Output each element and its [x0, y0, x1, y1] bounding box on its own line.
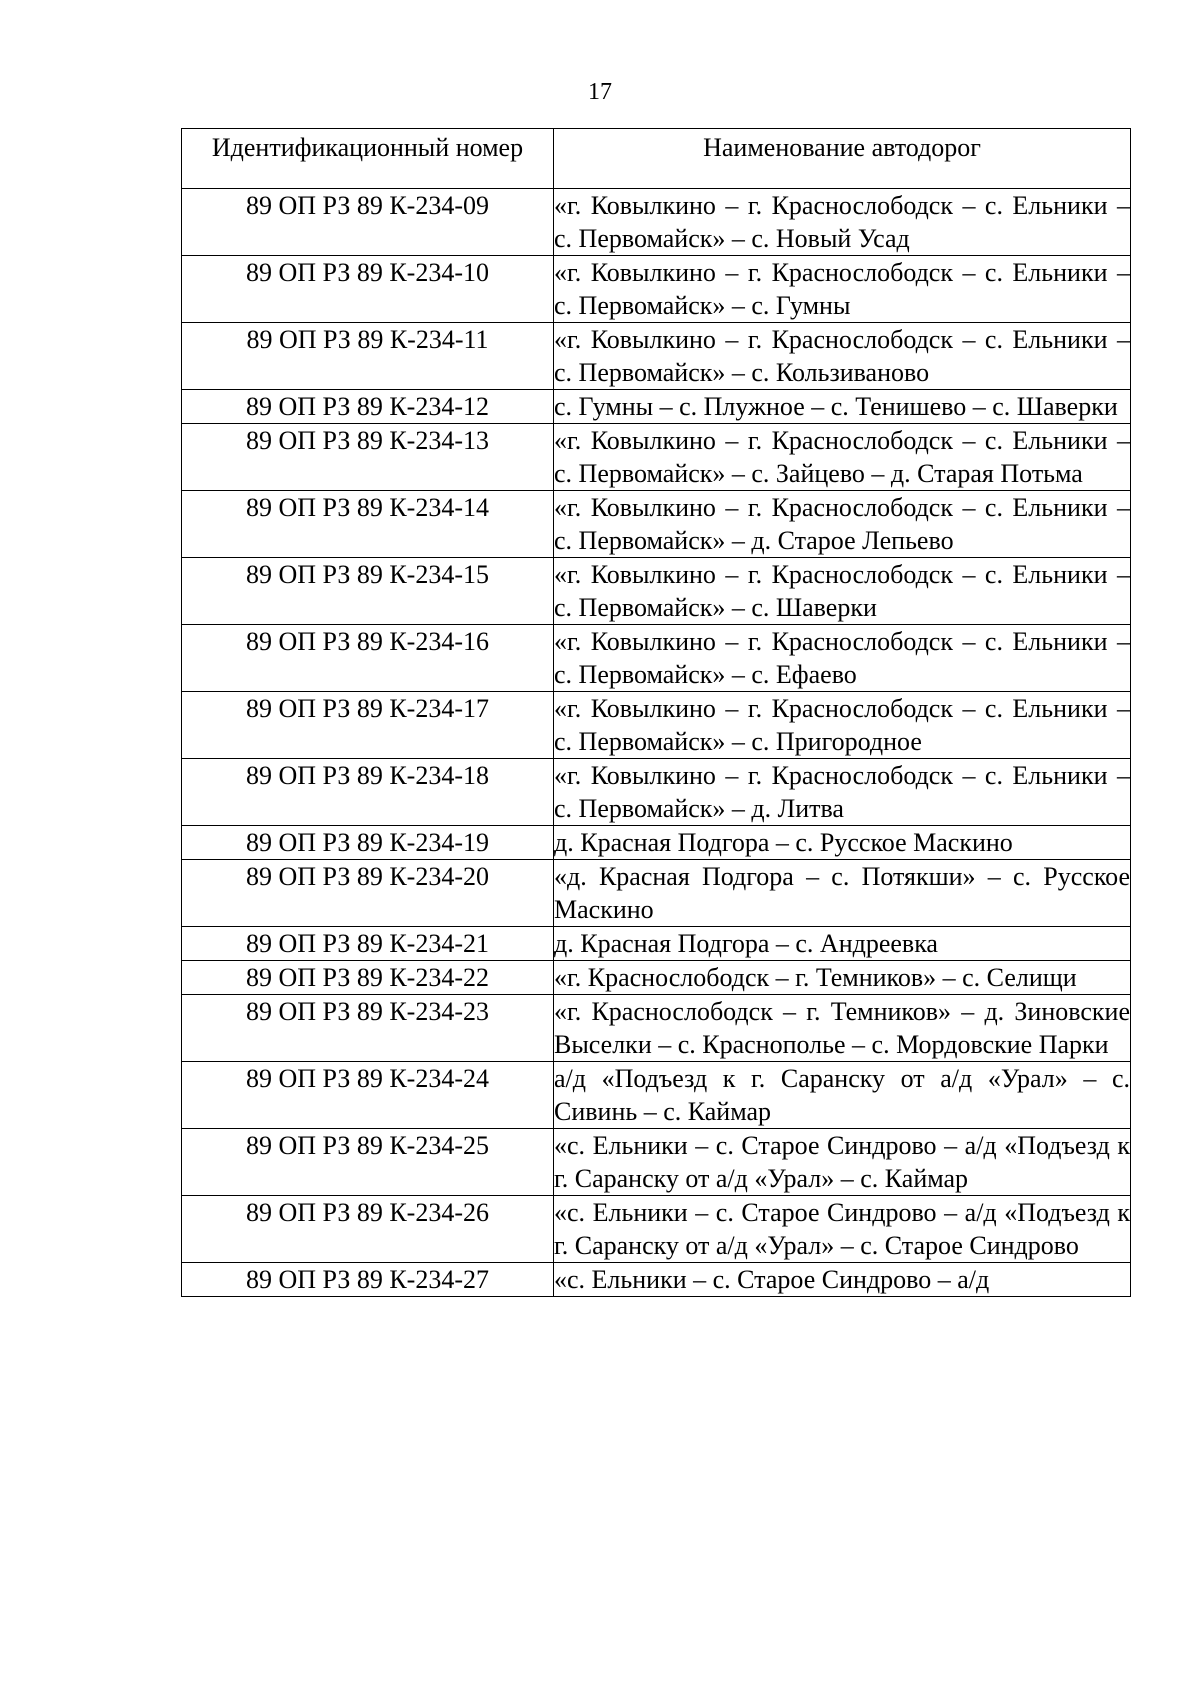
road-id: 89 ОП РЗ 89 К-234-19 — [182, 826, 554, 860]
table-row — [182, 491, 1131, 558]
road-id: 89 ОП РЗ 89 К-234-25 — [182, 1129, 554, 1196]
table-row — [182, 860, 1131, 927]
header-name: Наименование автодорог — [554, 129, 1131, 189]
table-row — [182, 1196, 1131, 1263]
road-id: 89 ОП РЗ 89 К-234-22 — [182, 961, 554, 995]
road-id: 89 ОП РЗ 89 К-234-24 — [182, 1062, 554, 1129]
table-row — [182, 826, 1131, 860]
road-name: «г. Ковылкино – г. Краснослободск – с. Ельники – с. Первомайск» – с. Ефаево — [554, 625, 1131, 692]
road-id: 89 ОП РЗ 89 К-234-27 — [182, 1263, 554, 1297]
road-id: 89 ОП РЗ 89 К-234-20 — [182, 860, 554, 927]
road-id: 89 ОП РЗ 89 К-234-11 — [182, 323, 554, 390]
road-id: 89 ОП РЗ 89 К-234-13 — [182, 424, 554, 491]
road-id: 89 ОП РЗ 89 К-234-23 — [182, 995, 554, 1062]
road-id: 89 ОП РЗ 89 К-234-10 — [182, 256, 554, 323]
table-row — [182, 1263, 1131, 1297]
table-row — [182, 558, 1131, 625]
road-id: 89 ОП РЗ 89 К-234-26 — [182, 1196, 554, 1263]
road-name: «с. Ельники – с. Старое Синдрово – а/д «Подъезд к г. Саранску от а/д «Урал» – с. Старое Синдрово — [554, 1196, 1131, 1263]
table-row — [182, 323, 1131, 390]
header-id: Идентификационный номер — [182, 129, 554, 189]
road-name: а/д «Подъезд к г. Саранску от а/д «Урал» – с. Сивинь – с. Каймар — [554, 1062, 1131, 1129]
road-name: «г. Ковылкино – г. Краснослободск – с. Ельники – с. Первомайск» – д. Литва — [554, 759, 1131, 826]
road-name: д. Красная Подгора – с. Русское Маскино — [554, 826, 1131, 860]
road-id: 89 ОП РЗ 89 К-234-09 — [182, 189, 554, 256]
page-number: 17 — [588, 79, 612, 105]
road-name: «г. Ковылкино – г. Краснослободск – с. Ельники – с. Первомайск» – с. Новый Усад — [554, 189, 1131, 256]
table-row — [182, 256, 1131, 323]
table-row — [182, 390, 1131, 424]
table-row — [182, 1129, 1131, 1196]
road-id: 89 ОП РЗ 89 К-234-18 — [182, 759, 554, 826]
road-id: 89 ОП РЗ 89 К-234-17 — [182, 692, 554, 759]
road-name: «г. Ковылкино – г. Краснослободск – с. Ельники – с. Первомайск» – с. Зайцево – д. Старая Потьма — [554, 424, 1131, 491]
road-name: д. Красная Подгора – с. Андреевка — [554, 927, 1131, 961]
road-name: «г. Ковылкино – г. Краснослободск – с. Ельники – с. Первомайск» – с. Кользиваново — [554, 323, 1131, 390]
table-row — [182, 995, 1131, 1062]
table-row — [182, 625, 1131, 692]
road-name: «г. Ковылкино – г. Краснослободск – с. Ельники – с. Первомайск» – с. Шаверки — [554, 558, 1131, 625]
table-header-row — [182, 129, 1131, 189]
road-id: 89 ОП РЗ 89 К-234-21 — [182, 927, 554, 961]
road-name: с. Гумны – с. Плужное – с. Тенишево – с. Шаверки — [554, 390, 1131, 424]
road-id: 89 ОП РЗ 89 К-234-16 — [182, 625, 554, 692]
road-id: 89 ОП РЗ 89 К-234-15 — [182, 558, 554, 625]
road-name: «д. Красная Подгора – с. Потякши» – с. Русское Маскино — [554, 860, 1131, 927]
table-row — [182, 424, 1131, 491]
roads-table — [181, 128, 1131, 1297]
table-row — [182, 692, 1131, 759]
table-row — [182, 189, 1131, 256]
road-id: 89 ОП РЗ 89 К-234-12 — [182, 390, 554, 424]
road-name: «с. Ельники – с. Старое Синдрово – а/д — [554, 1263, 1131, 1297]
road-name: «г. Краснослободск – г. Темников» – с. Селищи — [554, 961, 1131, 995]
table-row — [182, 927, 1131, 961]
table-row — [182, 759, 1131, 826]
road-name: «г. Ковылкино – г. Краснослободск – с. Ельники – с. Первомайск» – с. Гумны — [554, 256, 1131, 323]
road-name: «с. Ельники – с. Старое Синдрово – а/д «Подъезд к г. Саранску от а/д «Урал» – с. Каймар — [554, 1129, 1131, 1196]
road-name: «г. Ковылкино – г. Краснослободск – с. Ельники – с. Первомайск» – д. Старое Лепьево — [554, 491, 1131, 558]
table-row — [182, 961, 1131, 995]
table-row — [182, 1062, 1131, 1129]
road-name: «г. Краснослободск – г. Темников» – д. Зиновские Выселки – с. Краснополье – с. Мордовские Парки — [554, 995, 1131, 1062]
road-name: «г. Ковылкино – г. Краснослободск – с. Ельники – с. Первомайск» – с. Пригородное — [554, 692, 1131, 759]
road-id: 89 ОП РЗ 89 К-234-14 — [182, 491, 554, 558]
